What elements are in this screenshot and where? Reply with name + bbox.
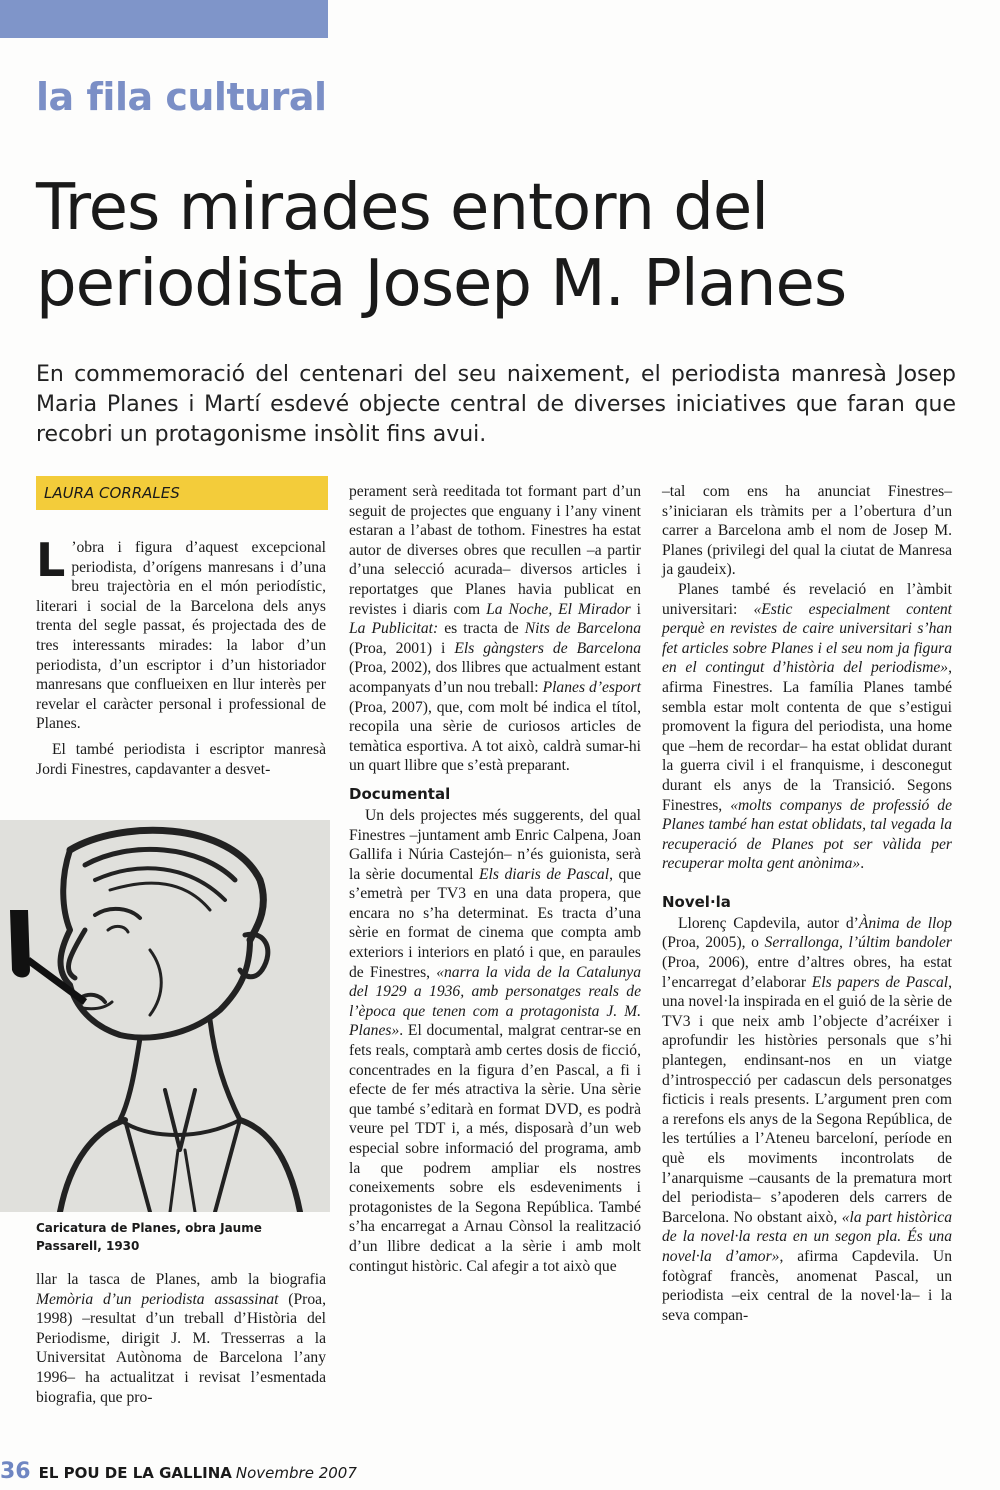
paragraph: [36, 740, 326, 779]
caricature-illustration: [0, 820, 330, 1212]
section-title: la fila cultural: [36, 75, 327, 119]
paragraph-text: –tal com ens ha anunciat Finestres– s’iniciaran els tràmits per a l’obertura d’un carrer a Barcelona amb el nom de Josep M. Planes (privilegi del qual la ciutat de Manresa ja gaudeix).: [662, 483, 952, 579]
book-title: Ànima de llop: [858, 914, 952, 932]
paragraph-text: .: [860, 855, 865, 873]
paragraph-text: Llorenç Capdevila, autor d’: [678, 914, 859, 932]
book-title: Planes d’esport: [542, 678, 641, 696]
paragraph-text: Un dels projectes més suggerents, del qual Finestres –juntament amb Enric Calpena, Joan Gallifa i Núria Castejón– n’és guionista, serà la sèrie documental: [349, 806, 641, 883]
paragraph-text: , una novel·la inspirada en el guió de la sèrie de TV3 i que neix amb l’objecte d’acréixer i aprofundir les històries personals que s’hi plantegen, endinsant-nos en un viatge d’introspecció per cadascun dels personatges ficticis i reals presents. L’argument pren com a rerefons els anys de la Segona República, de les tertúlies a l’Ateneu barceloní, període en què els moviments incontrolats de l’anarquisme –causants de la prematura mort del periodista– s’apoderen dels carrers de Barcelona. No obstant això,: [662, 973, 952, 1226]
title-line-1: Tres mirades entorn del: [36, 171, 769, 245]
series-title: Els diaris de Pascal: [479, 865, 610, 883]
paragraph-text: (Proa, 2001) i: [349, 639, 446, 657]
book-title: Els papers de Pascal: [811, 973, 949, 991]
page-number: 36: [0, 1459, 31, 1484]
paragraph-text: ’obra i figura d’aquest excepcional periodista, d’orígens manresans i d’una breu trajectòria en el món periodístic, literari i social de la Barcelona dels anys trenta del segle passat, és projectada des de tres interessants mirades: la labor d’un periodista, d’un escriptor i d’un historiador manresans que conflueixen en llur interès per revelar el caràcter personal i professional de Planes.: [36, 539, 326, 733]
book-title: Nits de Barcelona: [524, 620, 642, 638]
paragraph-text: i: [636, 600, 642, 618]
paragraph: [662, 482, 952, 580]
publication-name: La Publicitat:: [349, 620, 439, 638]
column-2: [349, 482, 641, 1276]
paragraph-text: perament serà reeditada tot formant part d’un seguit de projectes que enguany i l’any vinent estaran a l’abast de tothom. Finestres ha estat autor de diverses obres que recullen –a partir d’una selecció acurada– diversos articles i reportatges que Planes havia publicat en revistes i diaris com: [349, 483, 641, 618]
paragraph-text: (Proa, 2007), que, com molt bé indica el títol, recopila una sèrie de curiosos articles de temàtica esportiva. A tot això, caldrà sumar-hi un quart llibre que s’està preparant.: [349, 698, 641, 775]
paragraph-text: , afirma Capdevila. Un fotògraf francès, anomenat Pascal, un periodista –eix central de la novel·la– i la seva compan-: [662, 1247, 952, 1324]
book-title: Els gàngsters de Barcelona: [454, 639, 642, 657]
paragraph-text: (Proa, 2005), o: [662, 934, 759, 952]
quote: «la part històrica de la novel·la resta en un segon pla. És una novel·la d’amor»: [662, 1208, 952, 1265]
quote: «narra la vida de la Catalunya del 1929 a 1936, amb personatges reals de l’època que tenen com a protagonista J. M. Planes»: [349, 963, 641, 1040]
book-title: Memòria d’un periodista assassinat: [36, 1290, 279, 1308]
section-heading-novella: Novel·la: [662, 892, 731, 911]
paragraph-text: (Proa, 2002), dos llibres que actualment estant acompanyats d’un nou treball:: [349, 659, 641, 696]
publication-name: EL POU DE LA GALLINA: [38, 1464, 232, 1482]
paragraph: [36, 533, 326, 734]
paragraph-text: (Proa, 1998) –resultat d’un treball d’Història del Periodisme, dirigit J. M. Tresserras a la Universitat Autònoma de Barcelona l’any 1996– ha actualitzat i revisat l’esmentada biografia, que pro-: [36, 1290, 326, 1406]
section-color-bar: [0, 0, 328, 38]
column-1-bottom: [36, 1270, 326, 1407]
author-byline: LAURA CORRALES: [36, 476, 328, 510]
article-lead: En commemoració del centenari del seu naixement, el periodista manresà Josep Maria Planes i Martí esdevé objecte central de diverses iniciatives que faran que recobri un protagonisme insòlit fins avui.: [36, 362, 956, 447]
paragraph-text: (Proa, 2006), entre d’altres obres, ha estat l’encarregat d’elaborar: [662, 954, 952, 991]
paragraph: [662, 580, 952, 874]
article-title: [36, 170, 986, 322]
publication-name: La Noche, El Mirador: [486, 600, 631, 618]
paragraph: [36, 1270, 326, 1407]
title-line-2: periodista Josep M. Planes: [36, 247, 847, 321]
paragraph-text: . El documental, malgrat centrar-se en fets reals, comptarà amb certes dosis de ficció, concentrades en la figura d’en Pascal, a fi i efecte de fer més atractiva la sèrie. Una sèrie que també s’editarà en format DVD, es podrà veure pel TDT i, a més, disposarà d’un web especial sobre informació del programa, amb la que podrem ampliar els nostres coneixements sobre els esdeveniments i protagonistes de la Segona República. També s’ha encarregat a Arnau Cònsol la realització d’un llibre dedicat a la sèrie i amb molt contingut històric. Cal afegir a tot això que: [349, 1022, 641, 1275]
paragraph-text: llar la tasca de Planes, amb la biografia: [36, 1271, 326, 1288]
column-1-top: [36, 533, 326, 779]
illustration-caption: Caricatura de Planes, obra Jaume Passarell, 1930: [36, 1221, 262, 1253]
column-3: [662, 482, 952, 1325]
paragraph-text: Planes també és revelació en l’àmbit universitari:: [662, 580, 952, 618]
paragraph: [662, 914, 952, 1325]
paragraph: [349, 806, 641, 1276]
book-title: Serrallonga, l’últim bandoler: [764, 934, 952, 952]
caricature-drawing: [0, 820, 330, 1212]
paragraph-text: es tracta de: [444, 620, 519, 638]
paragraph-text: El també periodista i escriptor manresà Jordi Finestres, capdavanter a desvet-: [36, 740, 326, 778]
section-heading-documental: Documental: [349, 784, 451, 803]
quote: «molts companys de professió de Planes també han estat oblidats, tal vegada la recuperació de Planes pot ser vàlida per recuperar molta gent anònima»: [662, 796, 952, 873]
paragraph: [349, 482, 641, 776]
page-footer: [0, 1460, 357, 1485]
drop-cap: L: [36, 533, 66, 587]
paragraph-text: , afirma Finestres. La família Planes també sembla estar molt contenta de que s’estigui promovent la figura del periodista, una home que –hem de recordar– ha estat oblidat durant la guerra civil i el franquisme, i desconegut durant els anys de la Transició. Segons Finestres,: [662, 659, 952, 814]
quote: «Estic especialment content perquè en revistes de caire universitari s’han fet articles sobre Planes i el seu nom ja figura en el contingut d’història del periodisme»: [662, 600, 952, 677]
issue-date: Novembre 2007: [235, 1464, 357, 1482]
paragraph-text: , que s’emetrà per TV3 en una data propera, que encara no s’ha determinat. Es tracta d’una sèrie en format de cinema que compta amb exteriors i interiors en plató i que, en paraules de Finestres,: [349, 865, 641, 981]
